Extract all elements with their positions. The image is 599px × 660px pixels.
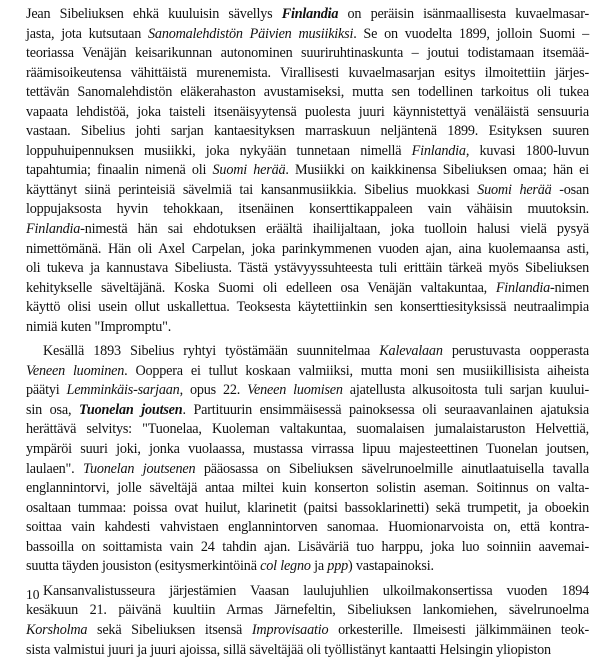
emphasized-text: Suomi herää [477,182,551,198]
emphasized-text: Finlandia [282,6,339,22]
text-line [26,122,589,142]
text-line [26,83,589,103]
text-line [26,240,589,260]
text-line [26,440,589,460]
text-run: Kesällä 1893 Sibelius ryhtyi työstämään suunnitelmaa [43,343,379,359]
text-run: loppujaksosta hyvin tehokkaan, itsenäinen konserttikappaleen vain vähäisin muutoksin. [26,201,589,217]
text-run: laulaen". [26,461,83,477]
text-run: perustuvasta oopperasta [443,343,589,359]
text-line [26,621,589,641]
text-run: käyttö olisi usein ollut uskallettua. Teoksesta käytettiinkin sen konserttiesityksissä neutraalimpia [26,299,589,315]
paragraph [26,342,589,577]
text-run: , kuvasi 1800-luvun [466,143,589,159]
text-run: suutta täyden jousiston (esitysmerkintöinä [26,558,260,574]
text-run: sin osa, [26,402,79,418]
text-line [26,641,589,660]
text-run: Jean Sibeliuksen ehkä kuuluisin sävellys [26,6,282,22]
text-run: sekä Sibeliuksen itsensä [87,622,252,638]
text-run: -nimestä hän sai ehdotuksen eräältä ihailijaltaan, joka tuolloin halusi vielä pysyä [80,221,589,237]
text-line [26,401,589,421]
text-run: kesäkuun 21. päivänä kuultiin Armas Järnefeltin, Sibeliuksen lankomiehen, sävelrunoelma [26,602,589,618]
text-line [26,161,589,181]
text-run: tapahtumia; finaalin nimenä oli [26,162,213,178]
text-run: -nimen [550,280,589,296]
text-run: on peräisin isänmaallisesta kuvaelmasar- [338,6,589,22]
article-body [26,5,589,660]
text-line [26,181,589,201]
text-line [26,479,589,499]
text-run: . Musiikki on kaikkinensa Sibeliuksen omaa; hän ei [285,162,589,178]
emphasized-text: Lemminkäis-sarjaan [67,382,180,398]
emphasized-text: Tuonelan joutsenen [83,461,195,477]
text-run: herättävä selvitys: "Tuonelaa, Kuoleman valtakuntaa, suomalaisen jumalaistaruston Helvettiä, [26,421,589,437]
text-line [26,200,589,220]
text-run: bassoilla on soittamista vain 24 tahdin ajan. Lisäväriä tuo harppu, joka luo soinniin aavemai- [26,539,589,555]
emphasized-text: Suomi herää [213,162,286,178]
text-run: sista valmistui juuri ja juuri ajoissa, sillä säveltäjää oli työllistänyt kantaatti Helsingin yliopiston [26,642,551,658]
emphasized-text: Veneen luomisen [247,382,343,398]
text-run: ajatellusta alkusoitosta tuli sarjan kuului- [343,382,589,398]
text-run: . Se on vuodelta 1899, jolloin Suomi – [353,26,589,42]
text-line [26,538,589,558]
text-run: vastaan. Sibelius johti sarjan kantaesityksen marraskuun neljäntenä 1899. Esityksen suuren [26,123,589,139]
text-run: räämisoikeutensa vähittäistä murenemista. Virallisesti kuvaelmasarjan esitys ilmoitettiin järjes- [26,65,589,81]
page-number: 10 [26,587,40,603]
text-run: jasta, jota kutsutaan [26,26,148,42]
text-run: nimettömänä. Hän oli Axel Carpelan, joka parinkymmenen vuoden ajan, aina kuolemaansa asti, [26,241,589,257]
text-run: teoriassa Venäjän keisarikunnan autonominen suuriruhtinaskunta – joutui todistamaan itsemää- [26,45,589,61]
emphasized-text: Finlandia [496,280,550,296]
paragraph [26,582,589,660]
emphasized-text: Veneen luominen [26,363,124,379]
text-line [26,64,589,84]
emphasized-text: col legno [260,558,311,574]
text-run: -osan [552,182,589,198]
emphasized-text: Sanomalehdistön Päivien musiikiksi [148,26,353,42]
emphasized-text: Finlandia [26,221,80,237]
emphasized-text: Finlandia [412,143,466,159]
text-line [26,318,589,338]
text-line [26,44,589,64]
text-run: osaltaan tummaa: poissa ovat huilut, klarinetit (paitsi bassoklarinetti) sekä trumpetit, ja oboekin [26,500,589,516]
text-run: ja [311,558,328,574]
text-run: oli tukeva ja kannustava Sibeliusta. Tästä ystävyyssuhteesta tuli erittäin tärkeä myös Sibeliuksen [26,260,589,276]
text-run: ) vastapainoksi. [348,558,434,574]
text-line [26,220,589,240]
text-line [26,279,589,299]
text-line [26,342,589,362]
text-line [26,362,589,382]
emphasized-text: ppp [327,558,348,574]
text-run: tettävän Sanomalehdistön eläkerahaston avustamiseksi, mutta sen todellinen tarkoitus oli tukea [26,84,589,100]
text-line [26,499,589,519]
text-line [26,582,589,602]
text-run: vapaata lehdistöä, joka taisteli itsenäisyytensä puolesta juuri käynnistettyä venäläistä sensuuria [26,104,589,120]
text-run: pääosassa on Sibeliuksen sävelrunoelmille ainutlaatuisella tavalla [195,461,589,477]
text-line [26,298,589,318]
text-run: orkesterille. Ilmeisesti jälkimmäinen teok- [328,622,589,638]
text-run: nimiä kuten "Impromptu". [26,319,171,335]
paragraph [26,5,589,337]
text-line [26,460,589,480]
text-line [26,518,589,538]
text-line [26,557,589,577]
text-run: ympäröi suuri joki, jonka vuolaassa, mustassa virrassa lipuu majesteettinen Tuonelan joutsen, [26,441,589,457]
text-run: käyttänyt siinä perinteisiä sävelmiä tai kansanmusiikkia. Sibelius muokkasi [26,182,477,198]
text-line [26,601,589,621]
text-line [26,420,589,440]
text-run: . Ooppera ei tullut koskaan valmiiksi, mutta moni sen musiikillisista aiheista [124,363,589,379]
text-line [26,381,589,401]
text-run: . Partituurin ensimmäisessä painoksessa oli seuraavanlainen ajatuksia [182,402,589,418]
text-run: , opus 22. [180,382,248,398]
emphasized-text: Tuonelan joutsen [79,402,183,418]
text-run: loppuhuipennuksen musiikki, joka nykyään tunnetaan nimellä [26,143,412,159]
text-line [26,259,589,279]
text-line [26,25,589,45]
emphasized-text: Kalevalaan [379,343,442,359]
text-run: kehitykselle säveltäjänä. Koska Suomi oli edelleen osa Venäjän valtakuntaa, [26,280,496,296]
text-run: soittaa vain kahdesti vahvistaen englannintorven sanomaa. Huomionarvoista on, että kontra- [26,519,589,535]
emphasized-text: Improvisaatio [252,622,328,638]
text-run: päätyi [26,382,67,398]
emphasized-text: Korsholma [26,622,87,638]
text-line [26,103,589,123]
text-run: englannintorvi, jolle säveltäjä antaa miltei kuin konserton solistin aseman. Soitinnus on valta- [26,480,589,496]
text-run: Kansanvalistusseura järjestämien Vaasan laulujuhlien ulkoilmakonsertissa vuoden 1894 [43,583,589,599]
text-line [26,5,589,25]
text-line [26,142,589,162]
